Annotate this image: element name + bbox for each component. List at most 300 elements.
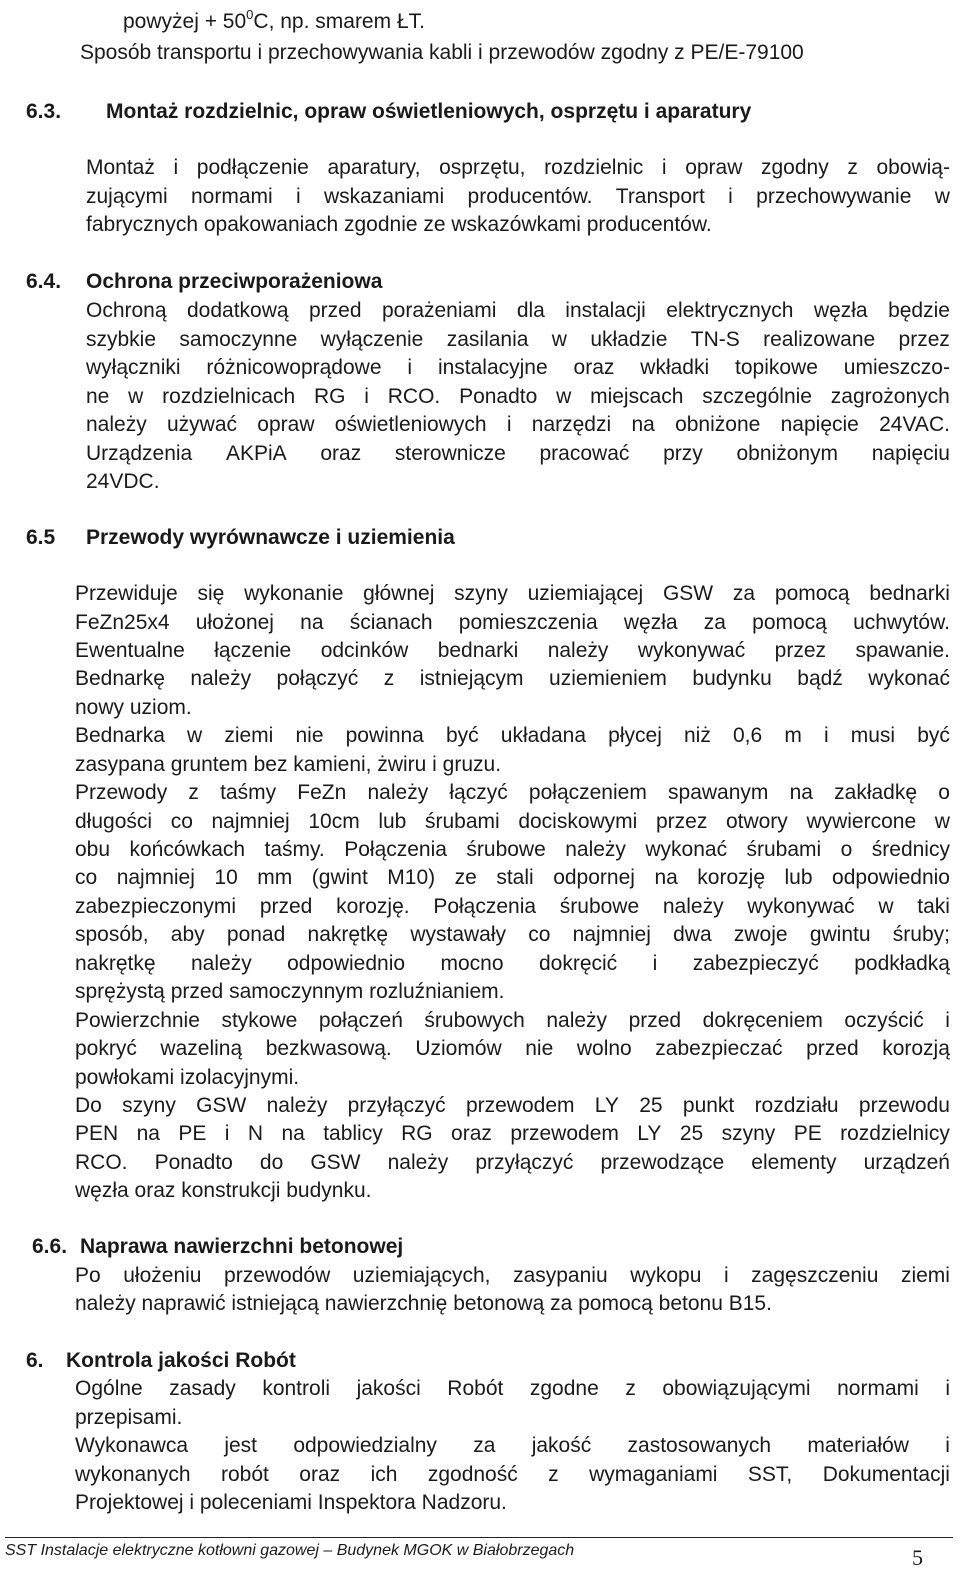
word: urządzeń: [863, 1151, 950, 1174]
word: wskazaniami: [323, 185, 445, 208]
word: wykopu: [630, 1264, 702, 1287]
word: elementy: [751, 1151, 837, 1174]
word: i: [728, 185, 733, 208]
word: ne: [86, 385, 110, 408]
section-6-5-line: [75, 1092, 950, 1120]
section-6-5-line: [75, 609, 950, 637]
section-6-6-line: [75, 1262, 950, 1290]
word: lub: [784, 866, 813, 889]
word: LY: [594, 1094, 619, 1117]
intro-line-1: [123, 8, 425, 36]
word: zgodność: [427, 1463, 518, 1486]
section-6-5-line: powłokami izolacyjnymi.: [75, 1066, 300, 1089]
word: zgodne: [529, 1377, 599, 1400]
word: porażeniami: [381, 299, 497, 322]
word: kontroli: [262, 1377, 331, 1400]
word: na: [136, 1122, 160, 1145]
word: odcinków: [320, 639, 409, 662]
word: z: [625, 1377, 636, 1400]
word: istniejącym: [419, 667, 524, 690]
word: płycej: [608, 724, 662, 747]
word: co: [528, 923, 551, 946]
word: na: [631, 413, 655, 436]
word: rozdzielnicach: [162, 385, 296, 408]
word: należy: [565, 838, 626, 861]
word: przed: [628, 1009, 682, 1032]
word: pomieszczenia: [458, 611, 598, 634]
word: być: [917, 724, 950, 747]
word: pomocą: [752, 611, 827, 634]
word: za: [703, 611, 726, 634]
word: co: [170, 810, 193, 833]
word: ziemi: [224, 724, 274, 747]
word: Ogólne: [75, 1377, 143, 1400]
word: Ewentualne: [75, 639, 185, 662]
word: wazeliną: [160, 1037, 243, 1060]
word: przyłączyć: [475, 1151, 574, 1174]
word: 10cm: [308, 810, 360, 833]
section-6-3-number: 6.3.: [26, 100, 62, 123]
word: przed: [806, 1037, 859, 1060]
word: Wykonawca: [75, 1434, 189, 1457]
word: i: [661, 156, 667, 179]
word: o: [938, 781, 950, 804]
section-6-5-line: [75, 1007, 950, 1035]
word: RG: [401, 1122, 433, 1145]
word: RCO.: [75, 1151, 128, 1174]
word: obowią-: [876, 156, 950, 179]
word: stykowe: [221, 1009, 298, 1032]
section-6-3-title: Montaż rozdzielnic, opraw oświetleniowych, osprzętu i aparatury: [106, 100, 752, 123]
word: zabezpieczonymi: [75, 895, 237, 918]
word: pracować: [539, 442, 630, 465]
word: zastosowanych: [627, 1434, 772, 1457]
section-6-5-line: zasypana gruntem bez kamieni, żwiru i gruzu.: [75, 753, 502, 776]
word: Ponadto: [459, 385, 538, 408]
word: głównej: [363, 582, 435, 605]
section-6-5-line: [75, 779, 950, 807]
section-6-title: Kontrola jakości Robót: [66, 1349, 296, 1372]
word: uziemiających,: [352, 1264, 491, 1287]
word: SST,: [747, 1463, 793, 1486]
intro-text-b: C, np. smarem ŁT.: [253, 10, 425, 33]
word: w: [551, 328, 567, 351]
word: i: [296, 185, 301, 208]
word: wyłączenie: [320, 328, 424, 351]
word: uchwytów.: [853, 611, 950, 634]
word: miejscach: [590, 385, 684, 408]
word: korozją: [882, 1037, 950, 1060]
word: opraw: [685, 156, 743, 179]
word: nakrętkę: [307, 923, 389, 946]
word: dociskowymi: [518, 810, 638, 833]
word: niż: [684, 724, 711, 747]
word: TN-S: [690, 328, 740, 351]
word: i: [173, 156, 179, 179]
word: i: [723, 1264, 729, 1287]
section-6-6-title: Naprawa nawierzchni betonowej: [80, 1235, 404, 1258]
word: samoczynne: [179, 328, 298, 351]
word: przyłączyć: [347, 1094, 446, 1117]
word: 24VAC.: [879, 413, 950, 436]
word: i: [945, 1009, 950, 1032]
word: Dokumentacji: [822, 1463, 950, 1486]
word: 25: [639, 1094, 663, 1117]
word: co: [75, 866, 98, 889]
word: punkt: [682, 1094, 735, 1117]
word: przed: [309, 299, 362, 322]
word: dwa: [673, 923, 712, 946]
word: stali: [496, 866, 534, 889]
word: jakości: [356, 1377, 421, 1400]
word: dokręcić: [538, 952, 618, 975]
word: spawanym: [668, 781, 769, 804]
word: i: [823, 724, 829, 747]
word: oraz: [320, 442, 362, 465]
section-6-4-line: [86, 411, 950, 439]
word: i: [945, 1434, 950, 1457]
word: zagrożonych: [830, 385, 950, 408]
word: oraz: [573, 356, 615, 379]
word: GSW: [310, 1151, 361, 1174]
word: przewodem: [465, 1094, 575, 1117]
word: łączyć: [449, 781, 508, 804]
section-6-5-line: węzła oraz konstrukcji budynku.: [75, 1179, 372, 1202]
word: do: [259, 1151, 284, 1174]
word: instalacyjne: [437, 356, 548, 379]
word: wykonywać: [637, 639, 746, 662]
section-6-6-number: 6.6.: [32, 1235, 68, 1258]
word: zasypaniu: [513, 1264, 608, 1287]
word: wkładki: [640, 356, 710, 379]
word: bezkwasową.: [265, 1037, 392, 1060]
word: topikowe: [735, 356, 818, 379]
word: Ochroną: [86, 299, 167, 322]
word: na: [789, 781, 813, 804]
section-6-5-line: [75, 893, 950, 921]
word: GSW: [196, 1094, 247, 1117]
word: używać: [166, 413, 238, 436]
word: 0,6: [732, 724, 763, 747]
word: przewodem: [510, 1122, 619, 1145]
word: PE: [793, 1122, 822, 1145]
section-6-5-line: [75, 864, 950, 892]
word: przez: [655, 810, 708, 833]
word: najmniej: [211, 810, 290, 833]
word: taśmy: [220, 781, 277, 804]
word: w: [934, 185, 950, 208]
word: LY: [637, 1122, 662, 1145]
word: Połączenia: [344, 838, 447, 861]
word: dokręceniem: [702, 1009, 823, 1032]
section-6-5-line: sprężystą przed samoczynnym rozluźnianiem.: [75, 980, 505, 1003]
word: szybkie: [86, 328, 157, 351]
word: osprzętu,: [439, 156, 526, 179]
word: węzła: [813, 299, 868, 322]
word: na: [281, 1122, 305, 1145]
word: spawanie.: [855, 639, 950, 662]
word: będzie: [888, 299, 950, 322]
word: jakość: [531, 1434, 592, 1457]
word: zabezpieczać: [655, 1037, 783, 1060]
word: średnicy: [871, 838, 950, 861]
word: wykonanych: [75, 1463, 191, 1486]
word: instalacji: [565, 299, 646, 322]
word: nie: [295, 724, 324, 747]
word: Ponadto: [154, 1151, 233, 1174]
word: odpowiednio: [832, 866, 950, 889]
word: węzła: [623, 611, 678, 634]
word: korozję.: [336, 895, 410, 918]
word: bednarki: [437, 639, 519, 662]
word: Robót: [447, 1377, 504, 1400]
word: śrubowe: [559, 895, 640, 918]
word: rozdzielnic: [544, 156, 644, 179]
word: ponad: [226, 923, 286, 946]
word: robót: [220, 1463, 269, 1486]
section-6-line: [75, 1432, 950, 1460]
word: Montaż: [86, 156, 155, 179]
word: w: [128, 385, 144, 408]
intro-text-a: powyżej + 50: [123, 10, 247, 33]
word: ziemi: [900, 1264, 950, 1287]
word: należy: [86, 413, 147, 436]
word: tablicy: [323, 1122, 383, 1145]
word: obowiązującymi: [662, 1377, 811, 1400]
section-6-5-line: [75, 1120, 950, 1148]
word: realizowane: [763, 328, 876, 351]
word: łączenie: [214, 639, 292, 662]
word: w: [934, 810, 950, 833]
word: przed: [259, 895, 313, 918]
section-6-4-line: [86, 354, 950, 382]
word: wolno: [576, 1037, 632, 1060]
word: sterownicze: [394, 442, 506, 465]
word: Uziomów: [415, 1037, 502, 1060]
word: należy: [546, 1009, 608, 1032]
word: i: [506, 413, 512, 436]
word: narzędzi: [531, 413, 612, 436]
word: Połączenia: [433, 895, 537, 918]
word: o: [840, 838, 853, 861]
word: należy: [662, 895, 724, 918]
word: opraw: [257, 413, 315, 436]
word: Do: [75, 1094, 102, 1117]
word: zującymi: [86, 185, 168, 208]
section-6-4-line: [86, 440, 950, 468]
word: RG: [314, 385, 346, 408]
word: najmniej: [572, 923, 651, 946]
word: oświetleniowych: [334, 413, 487, 436]
word: Przewiduje: [75, 582, 178, 605]
word: rozdzielnicy: [840, 1122, 950, 1145]
section-6-5-line: [75, 836, 950, 864]
word: odpornej: [553, 866, 635, 889]
section-6-4-line: [86, 383, 950, 411]
word: i: [407, 356, 413, 379]
section-6-5-line: [75, 665, 950, 693]
word: przewodów: [224, 1264, 331, 1287]
word: zakładkę: [834, 781, 918, 804]
word: przewodu: [858, 1094, 950, 1117]
word: należy: [367, 781, 429, 804]
word: śrubowych: [424, 1009, 525, 1032]
word: obu: [75, 838, 111, 861]
word: z: [548, 1463, 559, 1486]
word: końcówkach: [129, 838, 246, 861]
section-6-5-line: [75, 1149, 950, 1177]
word: z: [847, 156, 858, 179]
word: układzie: [590, 328, 668, 351]
footer-text: SST Instalacje elektryczne kotłowni gazowej – Budynek MGOK w Białobrzegach: [5, 1542, 575, 1559]
word: się: [197, 582, 225, 605]
word: długości: [75, 810, 153, 833]
section-6-5-line: [75, 808, 950, 836]
word: napięciu: [871, 442, 950, 465]
word: w: [187, 724, 203, 747]
word: śrubami: [424, 810, 500, 833]
word: w: [556, 385, 572, 408]
word: Powierzchnie: [75, 1009, 200, 1032]
word: uziemieniem: [549, 667, 667, 690]
word: aby: [170, 923, 205, 946]
section-6-4-line: 24VDC.: [86, 470, 160, 493]
word: taki: [917, 895, 950, 918]
word: zgodny: [761, 156, 829, 179]
word: mm: [257, 866, 293, 889]
word: i: [224, 1122, 230, 1145]
word: ułożeniu: [123, 1264, 202, 1287]
word: szyny: [721, 1122, 776, 1145]
word: wywiercone: [806, 810, 917, 833]
section-6-3-line: [86, 154, 950, 182]
word: połączeniem: [528, 781, 647, 804]
page-number: 5: [912, 1545, 923, 1570]
word: FeZn: [297, 781, 347, 804]
word: należy: [387, 1151, 449, 1174]
word: ścianach: [349, 611, 433, 634]
word: PEN: [75, 1122, 119, 1145]
word: za: [732, 582, 756, 605]
word: i: [945, 1377, 950, 1400]
word: najmniej: [116, 866, 195, 889]
section-6-5-line: [75, 637, 950, 665]
word: nie: [525, 1037, 554, 1060]
word: przewodzące: [600, 1151, 725, 1174]
word: oraz: [299, 1463, 341, 1486]
section-6-5-title: Przewody wyrównawcze i uziemienia: [86, 526, 455, 549]
word: obniżonym: [736, 442, 839, 465]
word: RCO.: [387, 385, 441, 408]
word: śrubowe: [466, 838, 546, 861]
word: aparatury,: [327, 156, 421, 179]
word: odpowiednio: [287, 952, 406, 975]
section-6-4-number: 6.4.: [26, 270, 62, 293]
word: (gwint: [311, 866, 368, 889]
word: zagęszczeniu: [751, 1264, 879, 1287]
word: wystawały: [410, 923, 507, 946]
section-6-5-line: [75, 921, 950, 949]
word: umieszczo-: [843, 356, 950, 379]
word: przez: [898, 328, 950, 351]
word: wymaganiami: [589, 1463, 718, 1486]
word: różnicowoprądowe: [206, 356, 382, 379]
word: uziemiającej: [527, 582, 644, 605]
word: należy: [190, 667, 252, 690]
word: należy: [190, 952, 252, 975]
word: 10: [214, 866, 238, 889]
word: wyłączniki: [86, 356, 181, 379]
word: przechowywanie: [756, 185, 912, 208]
word: zabezpieczyć: [692, 952, 819, 975]
word: przy: [663, 442, 703, 465]
word: taśmy.: [264, 838, 325, 861]
word: PE: [178, 1122, 207, 1145]
word: normami: [191, 185, 273, 208]
word: być: [445, 724, 479, 747]
word: AKPiA: [225, 442, 287, 465]
word: wykonanie: [244, 582, 344, 605]
word: zwoje: [733, 923, 788, 946]
section-6-3-line: fabrycznych opakowaniach zgodnie ze wskazówkami producentów.: [86, 213, 712, 236]
word: oraz: [451, 1122, 492, 1145]
word: ich: [370, 1463, 398, 1486]
word: producentów.: [467, 185, 593, 208]
word: sposób,: [75, 923, 149, 946]
section-6-line: [75, 1461, 950, 1489]
word: gwintu: [809, 923, 871, 946]
word: dla: [516, 299, 545, 322]
word: korozję: [697, 866, 765, 889]
section-6-6-line: należy naprawić istniejącą nawierzchnię betonową za pomocą betonu B15.: [75, 1292, 772, 1315]
word: śruby;: [892, 923, 950, 946]
section-6-5-line: [75, 722, 950, 750]
section-6-4-line: [86, 297, 950, 325]
word: i: [652, 952, 658, 975]
section-6-5-line: [75, 950, 950, 978]
word: M10): [387, 866, 436, 889]
word: N: [247, 1122, 264, 1145]
word: normami: [837, 1377, 919, 1400]
word: Urządzenia: [86, 442, 193, 465]
word: układana: [500, 724, 587, 747]
word: śrubami: [746, 838, 822, 861]
section-6-5-number: 6.5: [26, 526, 56, 549]
section-6-5-line: [75, 1035, 950, 1063]
word: szyny: [122, 1094, 176, 1117]
word: połączyć: [276, 667, 359, 690]
word: na: [654, 866, 678, 889]
word: za: [473, 1434, 496, 1457]
word: rozdziału: [754, 1094, 839, 1117]
word: materiałów: [807, 1434, 909, 1457]
word: szyny: [454, 582, 508, 605]
section-6-4-line: [86, 326, 950, 354]
word: Transport: [615, 185, 705, 208]
word: dodatkową: [186, 299, 289, 322]
word: bądź: [797, 667, 843, 690]
word: oczyścić: [844, 1009, 924, 1032]
word: ułożonej: [195, 611, 274, 634]
section-6-4-title: Ochrona przeciwporażeniowa: [86, 270, 383, 293]
intro-superscript: 0: [246, 7, 254, 22]
word: pomocą: [774, 582, 850, 605]
word: jest: [224, 1434, 258, 1457]
word: Bednarka: [75, 724, 165, 747]
word: nakrętkę: [75, 952, 156, 975]
word: Bednarkę: [75, 667, 165, 690]
word: musi: [850, 724, 896, 747]
